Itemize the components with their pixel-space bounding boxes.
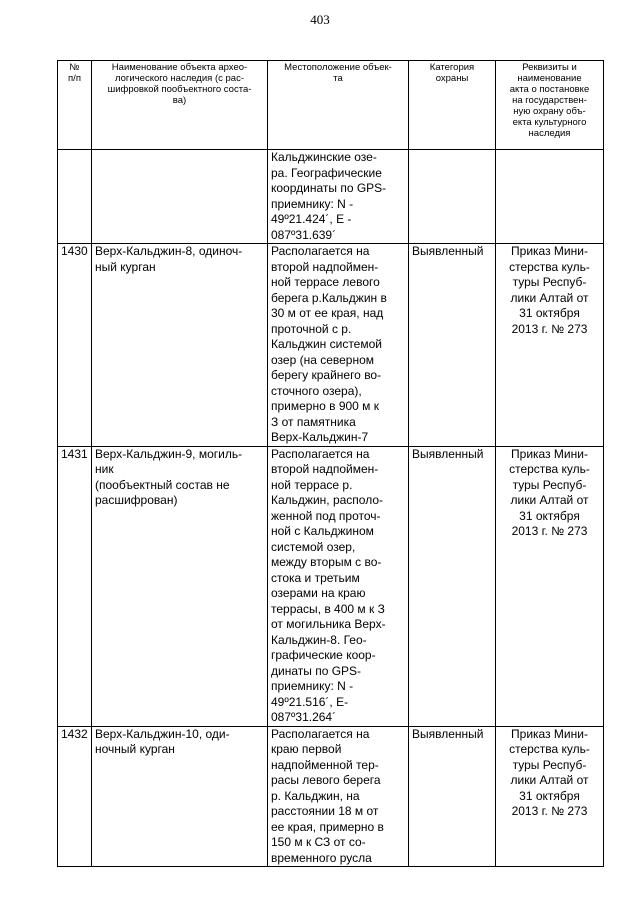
cell-location: Располагается на краю первой надпойменной тер- расы левого берега р. Кальджин, на расстоянии 18 м от ее края, примерно в 150 м к СЗ от со- временного русла (268, 726, 409, 867)
cell-category: Выявленный (409, 446, 496, 726)
header-name: Наименование объекта архео- логического наследия (с рас- шифровкой пообъектного соста- ва) (92, 61, 268, 150)
cell-name: Верх-Кальджин-8, одиноч- ный курган (92, 244, 268, 447)
cell-location: Кальджинские озе- ра. Географические координаты по GPS- приемнику: N - 49º21.424´, E - 087º31.639´ (268, 150, 409, 244)
cell-requisites: Приказ Мини- стерства куль- туры Респуб- лики Алтай от 31 октября 2013 г. № 273 (496, 726, 604, 867)
page-number: 403 (310, 12, 330, 27)
table-row (58, 726, 604, 867)
cell-requisites (496, 150, 604, 244)
table-row-continuation (58, 150, 604, 244)
header-location: Местоположение объек- та (268, 61, 409, 150)
cell-num: 1432 (58, 726, 92, 867)
cell-requisites: Приказ Мини- стерства куль- туры Респуб- лики Алтай от 31 октября 2013 г. № 273 (496, 446, 604, 726)
cell-category: Выявленный (409, 726, 496, 867)
cell-num: 1431 (58, 446, 92, 726)
header-category: Категория охраны (409, 61, 496, 150)
heritage-registry-table (57, 60, 604, 867)
cell-location: Располагается на второй надпоймен- ной террасе р. Кальджин, располо- женной под проточ- ной с Кальджином системой озер, между вторым с во- стока и третьим озерами на краю террасы, в 400 м к З от могильника Верх- Кальджин-8. Гео- графические коор- динаты по GPS- приемнику: N - 49º21.516´, E- 087º31.264´ (268, 446, 409, 726)
cell-name (92, 150, 268, 244)
cell-name: Верх-Кальджин-10, оди- ночный курган (92, 726, 268, 867)
cell-name: Верх-Кальджин-9, могиль- ник (пообъектный состав не расшифрован) (92, 446, 268, 726)
table-row (58, 244, 604, 447)
cell-requisites: Приказ Мини- стерства куль- туры Респуб- лики Алтай от 31 октября 2013 г. № 273 (496, 244, 604, 447)
table-row (58, 446, 604, 726)
header-num: № п/п (58, 61, 92, 150)
cell-num (58, 150, 92, 244)
table-header-row (58, 61, 604, 150)
cell-category (409, 150, 496, 244)
cell-location: Располагается на второй надпоймен- ной террасе левого берега р.Кальджин в 30 м от ее края, над проточной с р. Кальджин системой озер (на северном берегу крайнего во- сточного озера), примерно в 900 м к З от памятника Верх-Кальджин-7 (268, 244, 409, 447)
cell-category: Выявленный (409, 244, 496, 447)
header-requisites: Реквизиты и наименование акта о постановке на государствен- ную охрану объ- екта культурного наследия (496, 61, 604, 150)
cell-num: 1430 (58, 244, 92, 447)
